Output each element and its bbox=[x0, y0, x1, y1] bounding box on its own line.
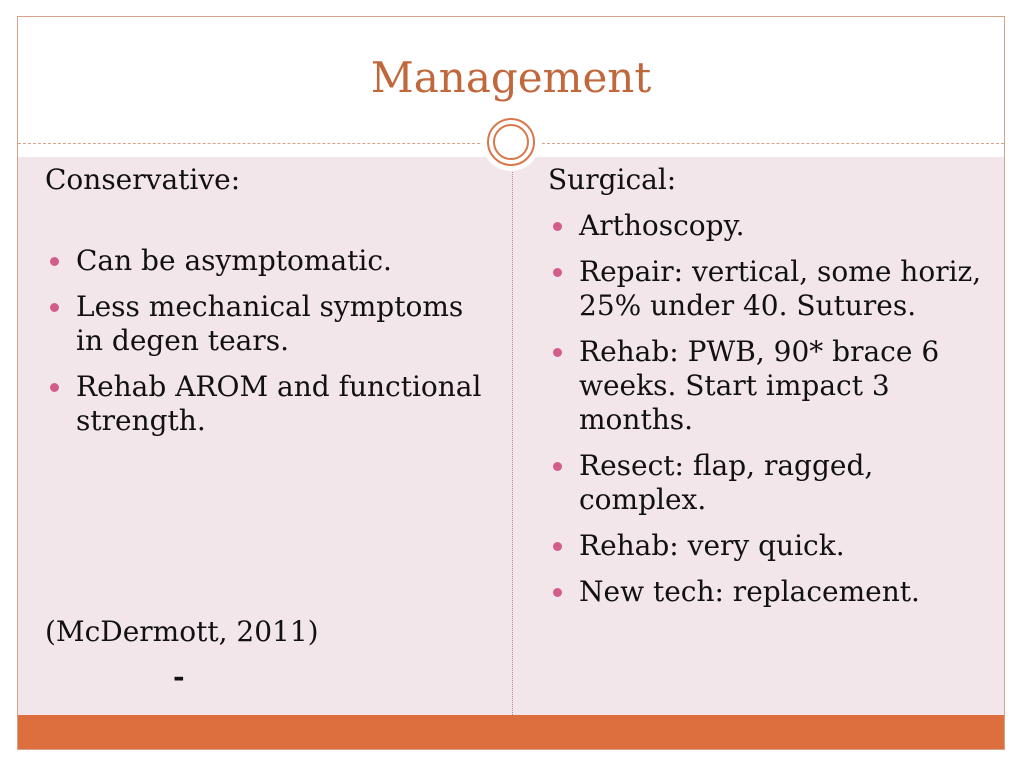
list-item bbox=[548, 529, 988, 563]
bullet-icon bbox=[553, 348, 562, 357]
bullet-icon bbox=[553, 268, 562, 277]
bullet-icon bbox=[50, 303, 59, 312]
list-item bbox=[548, 255, 988, 323]
list-item-text: Rehab: PWB, 90* brace 6 weeks. Start impact 3 months. bbox=[579, 335, 940, 436]
list-item-text: Rehab: very quick. bbox=[579, 529, 845, 562]
spacer bbox=[45, 197, 495, 244]
bullet-icon bbox=[553, 462, 562, 471]
bullet-icon bbox=[553, 588, 562, 597]
list-item-text: Repair: vertical, some horiz, 25% under 40. Sutures. bbox=[579, 255, 982, 322]
list-item-text: Can be asymptomatic. bbox=[76, 244, 392, 277]
list-item bbox=[548, 209, 988, 243]
conservative-heading: Conservative: bbox=[45, 163, 241, 196]
list-item bbox=[548, 335, 988, 437]
list-item-text: Rehab AROM and functional strength. bbox=[76, 370, 482, 437]
surgical-list bbox=[548, 209, 988, 609]
list-item bbox=[548, 575, 988, 609]
list-item-text: Arthoscopy. bbox=[579, 209, 745, 242]
citation: (McDermott, 2011) bbox=[45, 615, 319, 648]
conservative-list bbox=[45, 244, 495, 438]
spacer bbox=[548, 197, 988, 209]
slide bbox=[17, 16, 1005, 750]
ornament-ring-inner bbox=[493, 124, 529, 160]
surgical-column bbox=[548, 163, 988, 621]
list-item bbox=[548, 449, 988, 517]
footer-bar bbox=[18, 715, 1004, 749]
slide-title: Management bbox=[370, 53, 652, 102]
list-item-text: Less mechanical symptoms in degen tears. bbox=[76, 290, 464, 357]
bullet-icon bbox=[50, 383, 59, 392]
list-item-text: New tech: replacement. bbox=[579, 575, 920, 608]
bullet-icon bbox=[50, 257, 59, 266]
list-item bbox=[45, 370, 495, 438]
surgical-heading: Surgical: bbox=[548, 163, 677, 196]
column-divider bbox=[512, 157, 513, 715]
list-item bbox=[45, 290, 495, 358]
bullet-icon bbox=[553, 542, 562, 551]
list-item-text: Resect: flap, ragged, complex. bbox=[579, 449, 874, 516]
dash-mark: - bbox=[173, 660, 185, 693]
ornament-ring bbox=[487, 118, 535, 166]
bullet-icon bbox=[553, 222, 562, 231]
list-item bbox=[45, 244, 495, 278]
conservative-column bbox=[45, 163, 495, 450]
